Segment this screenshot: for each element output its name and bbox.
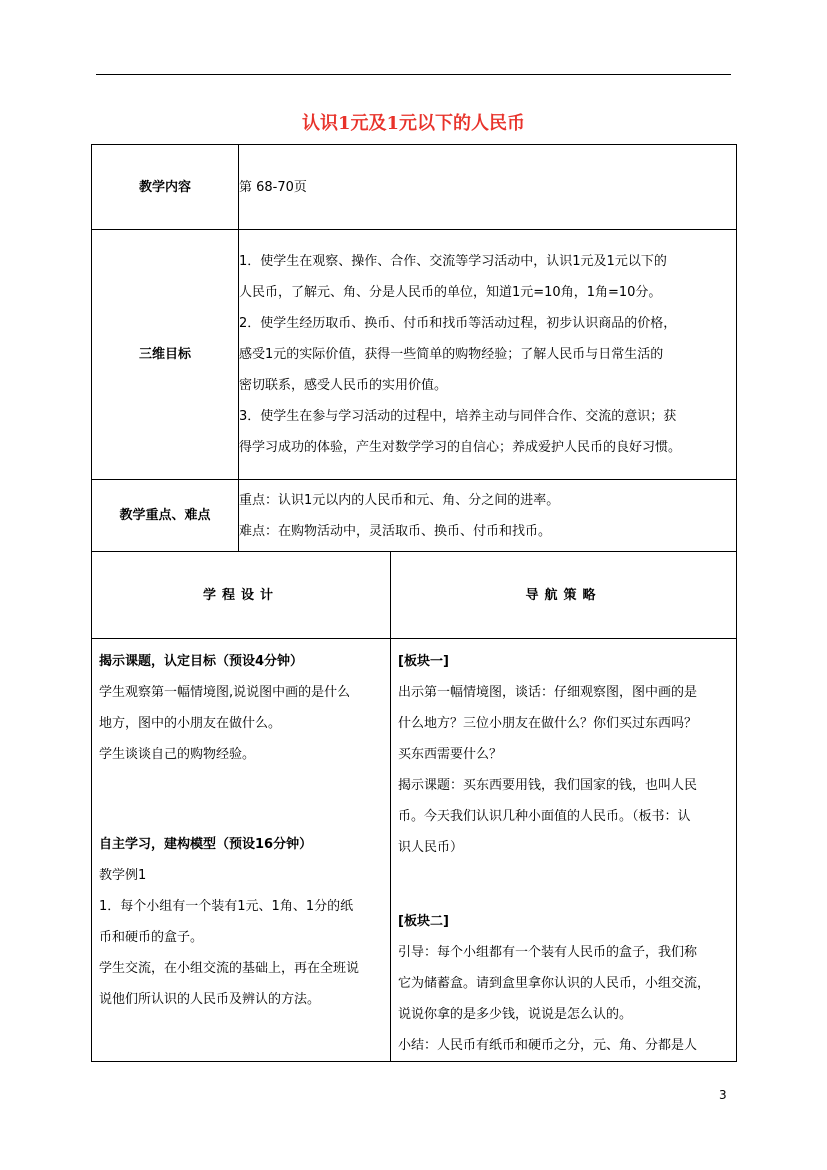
spacer xyxy=(398,863,730,906)
goals-line: 感受1元的实际价值，获得一些简单的购物经验；了解人民币与日常生活的 xyxy=(239,347,664,362)
goals-line: 人民币，了解元、角、分是人民币的单位，知道1元=10角，1角=10分。 xyxy=(239,285,662,300)
right-line: 说说你拿的是多少钱，说说是怎么认的。 xyxy=(398,1007,633,1022)
right-line: 币。今天我们认识几种小面值的人民币。（板书：认 xyxy=(398,809,691,824)
page-number: 3 xyxy=(719,1088,727,1102)
left-line: 学生观察第一幅情境图,说说图中画的是什么 xyxy=(99,685,351,700)
section-header-left: 学程设计 xyxy=(92,552,391,639)
header-rule xyxy=(96,74,731,75)
right-line: 揭示课题：买东西要用钱，我们国家的钱，也叫人民 xyxy=(398,778,698,793)
right-line: 识人民币） xyxy=(398,840,464,855)
teaching-content-label: 教学内容 xyxy=(92,145,239,230)
goals-label: 三维目标 xyxy=(92,230,239,480)
goals-line: 3．使学生在参与学习活动的过程中，培养主动与同伴合作、交流的意识；获 xyxy=(239,409,677,424)
right-line: 它为储蓄盒。请到盒里拿你认识的人民币，小组交流， xyxy=(398,976,711,991)
document-title: 认识1元及1元以下的人民币 xyxy=(301,113,526,134)
spacer xyxy=(99,770,384,829)
left-block2-title: 自主学习，建构模型（预设16分钟） xyxy=(99,837,313,852)
left-line: 说他们所认识的人民币及辨认的方法。 xyxy=(99,992,321,1007)
right-line: 买东西需要什么？ xyxy=(398,747,503,762)
row-section-headers xyxy=(92,552,737,639)
left-block1-title: 揭示课题，认定目标（预设4分钟） xyxy=(99,654,304,669)
right-line: 什么地方？三位小朋友在做什么？你们买过东西吗？ xyxy=(398,716,698,731)
left-line: 教学例1 xyxy=(99,868,147,883)
row-lesson-body xyxy=(92,639,737,1062)
left-column xyxy=(92,639,391,1062)
goals-line: 密切联系，感受人民币的实用价值。 xyxy=(239,378,448,393)
keypoints-line: 难点：在购物活动中，灵活取币、换币、付币和找币。 xyxy=(239,523,552,539)
row-goals xyxy=(92,230,737,480)
right-block1-title: [板块一] xyxy=(398,654,449,669)
left-line: 学生交流，在小组交流的基础上，再在全班说 xyxy=(99,961,360,976)
lesson-plan-table xyxy=(91,144,737,1062)
goals-line: 1．使学生在观察、操作、合作、交流等学习活动中，认识1元及1元以下的 xyxy=(239,254,667,269)
right-block2-title: [板块二] xyxy=(398,914,449,929)
keypoints-text xyxy=(239,480,737,552)
left-line: 币和硬币的盒子。 xyxy=(99,930,204,945)
left-line: 地方，图中的小朋友在做什么。 xyxy=(99,716,282,731)
right-line: 小结：人民币有纸币和硬币之分，元、角、分都是人 xyxy=(398,1038,698,1053)
goals-text xyxy=(239,230,737,480)
right-column xyxy=(391,639,737,1062)
right-line: 出示第一幅情境图，谈话：仔细观察图，图中画的是 xyxy=(398,685,698,700)
keypoints-label: 教学重点、难点 xyxy=(92,480,239,552)
goals-line: 得学习成功的体验，产生对数学学习的自信心；养成爱护人民币的良好习惯。 xyxy=(239,440,682,455)
keypoints-line: 重点：认识1元以内的人民币和元、角、分之间的进率。 xyxy=(239,492,560,508)
left-line: 学生谈谈自己的购物经验。 xyxy=(99,747,256,762)
goals-line: 2．使学生经历取币、换币、付币和找币等活动过程，初步认识商品的价格， xyxy=(239,316,677,331)
right-line: 引导：每个小组都有一个装有人民币的盒子，我们称 xyxy=(398,945,698,960)
row-keypoints xyxy=(92,480,737,552)
teaching-content-value: 第 68-70页 xyxy=(239,145,737,230)
row-teaching-content xyxy=(92,145,737,230)
section-header-right: 导航策略 xyxy=(391,552,737,639)
left-line: 1．每个小组有一个装有1元、1角、1分的纸 xyxy=(99,899,354,914)
